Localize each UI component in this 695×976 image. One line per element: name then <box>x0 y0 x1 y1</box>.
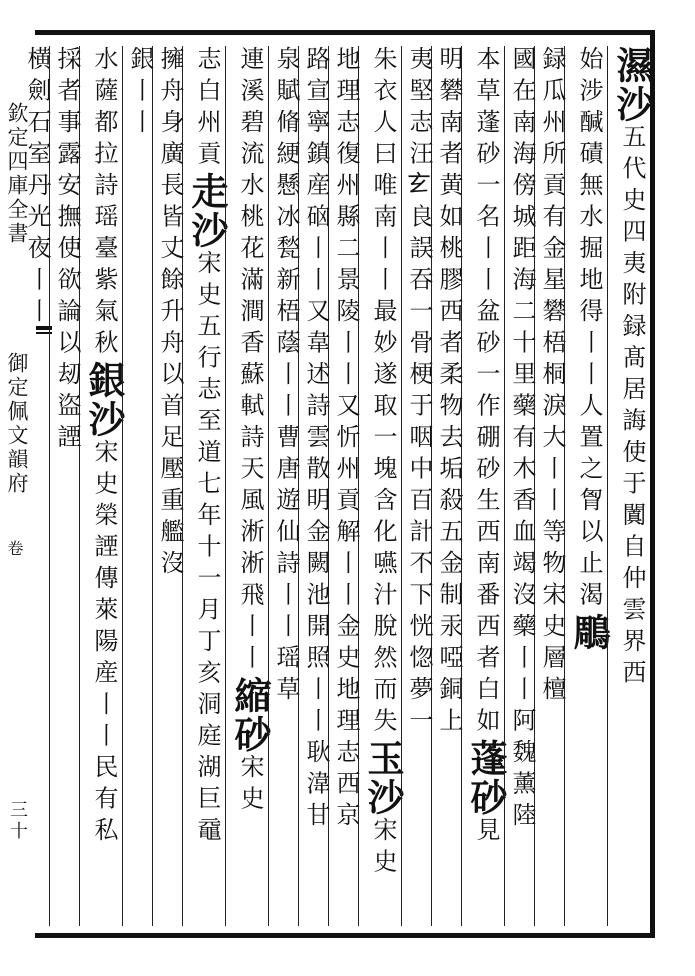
entry-text: 録瓜州所貢有金星礬梧桐淚大丨丨等物宋史層檀 <box>538 46 566 708</box>
entry-text: 地理志復州縣二景陵丨丨又忻州貢解丨丨金史地理志西京 <box>332 46 360 834</box>
headword: 鵰 <box>567 613 611 652</box>
headword: 走沙 <box>185 172 229 250</box>
entry-text: 採者事露安撫使欲論以刼盜諲 <box>53 46 81 456</box>
entry-text: 擁舟身廣長皆丈餘升舟以首足壓重艦沒 <box>156 46 184 582</box>
entry-text: 志白州貢 <box>193 46 221 172</box>
text-column <box>298 46 328 926</box>
entry-text: 見 <box>472 817 500 849</box>
entry-text: 上 <box>435 707 463 739</box>
entry-text: 本草蓬砂一名丨丨盆砂一作硼砂生西南番西者白如 <box>472 46 500 739</box>
margin-volume: 卷 <box>5 540 24 559</box>
headword: 濕沙 <box>610 46 654 124</box>
margin-page-number: 三十 <box>7 800 28 842</box>
margin-work-title: 御定佩文韻府 <box>5 352 29 496</box>
entry-text: 明礬南者黄如桃膠西者柔物去垢殺五金制汞啞銅 <box>435 46 463 708</box>
entry-text: 宋史五行志至道七年十一月丁亥洞庭湖巨黿 <box>193 250 221 849</box>
text-column <box>152 46 182 926</box>
entry-text: 國在南海傍城距海二十里藥有木香血竭沒藥丨丨阿魏薰陸 <box>508 46 536 834</box>
text-column <box>607 46 654 926</box>
entry-text: 始涉醎磧無水掘地得丨丨人置之胷以止渴 <box>575 46 603 613</box>
headword: 縮砂 <box>228 676 272 754</box>
text-column <box>225 46 272 926</box>
text-column <box>431 46 461 926</box>
text-column <box>122 46 152 926</box>
text-column <box>534 46 564 926</box>
text-column <box>328 46 358 926</box>
entry-text: 夷堅志汪𤣥良誤吞一骨梗于咽中百計不下恍惚夢一 <box>405 46 433 739</box>
headword: 蓬砂 <box>464 739 508 817</box>
entry-text: 泉賦脩綆懸冰甃新梧蔭丨丨曹唐遊仙詩丨丨瑶草 <box>272 46 300 708</box>
entry-text: 水薩都拉詩瑶臺紫氣秋 <box>90 46 118 361</box>
text-column <box>268 46 298 926</box>
text-column <box>20 46 49 926</box>
text-column <box>182 46 229 926</box>
entry-text: 宋史榮諲傳萊陽産丨丨民有私 <box>90 439 118 849</box>
entry-text: 連溪碧流水桃花滿澗香蘇軾詩天風淅淅飛丨丨 <box>236 46 264 676</box>
text-column <box>461 46 508 926</box>
text-body <box>23 46 654 926</box>
margin-book-title: 欽定四庫全書 <box>5 102 29 246</box>
text-column <box>79 46 126 926</box>
entry-text: 路宣寧鎮産硇丨丨又韋述詩雲散明金闕池開照丨丨耿湋甘 <box>302 46 330 834</box>
text-column <box>504 46 534 926</box>
entry-text: 朱衣人曰唯南丨丨最妙遂取一塊含化嚥汁脫然而失 <box>369 46 397 739</box>
entry-text: 宋史 <box>236 754 264 817</box>
headword: 玉沙 <box>361 739 405 817</box>
headword: 銀沙 <box>82 361 126 439</box>
entry-text: 銀丨丨 <box>126 46 154 141</box>
entry-text: 宋史 <box>369 817 397 880</box>
text-column <box>49 46 79 926</box>
text-column <box>564 46 611 926</box>
text-column <box>358 46 405 926</box>
text-column <box>401 46 431 926</box>
entry-text: 横劍石室丹光夜丨丨 <box>23 46 51 330</box>
entry-text: 五代史四夷附録髙居誨使于闐自仲雲界西 <box>618 124 646 691</box>
